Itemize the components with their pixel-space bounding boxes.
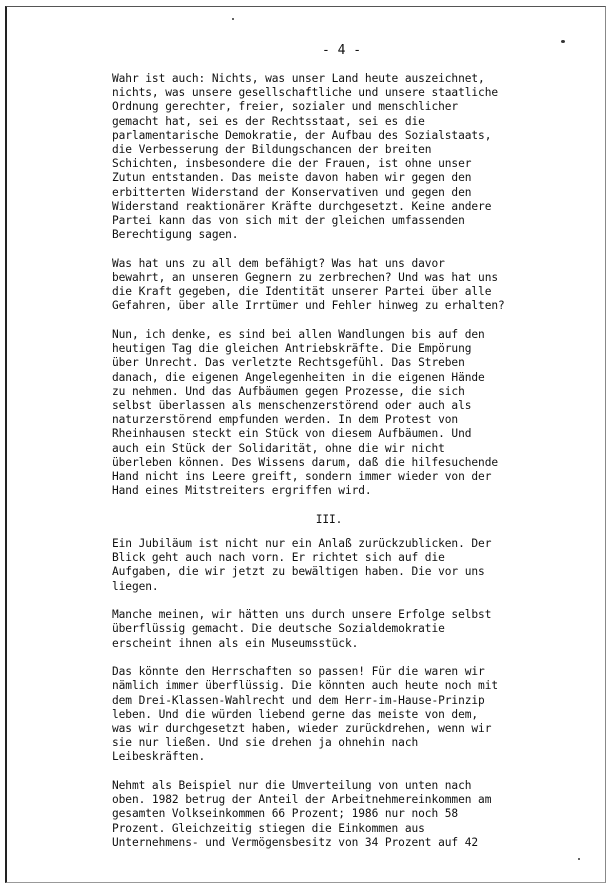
paragraphs-after-section bbox=[112, 537, 532, 850]
text-line: liegen. bbox=[112, 579, 159, 593]
text-line: Ein Jubiläum ist nicht nur ein Anlaß zurückzublicken. Der bbox=[112, 537, 492, 551]
text-line: die Kraft gegeben, die Identität unserer Partei über alle bbox=[112, 285, 492, 299]
text-line: nichts, was unsere gesellschaftliche und unsere staatliche bbox=[112, 86, 499, 100]
text-line: erbitterten Widerstand der Konservativen und gegen den bbox=[112, 185, 472, 199]
paragraph bbox=[112, 779, 532, 850]
paragraph bbox=[112, 72, 532, 242]
text-line: Blick geht auch nach vorn. Er richtet sich auf die bbox=[112, 551, 445, 565]
document-body bbox=[112, 72, 532, 864]
paragraphs-before-section bbox=[112, 72, 532, 498]
page-number: - 4 - bbox=[322, 43, 362, 58]
paragraph bbox=[112, 537, 532, 594]
text-line: Berechtigung sagen. bbox=[112, 228, 239, 242]
text-line: Zutun entstanden. Das meiste davon haben wir gegen den bbox=[112, 171, 472, 185]
text-line: Wahr ist auch: Nichts, was unser Land heute auszeichnet, bbox=[112, 72, 485, 85]
text-line: Manche meinen, wir hätten uns durch unsere Erfolge selbst bbox=[112, 608, 492, 622]
paragraph bbox=[112, 257, 532, 314]
text-line: überleben können. Des Wissens darum, daß die hilfesuchende bbox=[112, 455, 499, 469]
paragraph bbox=[112, 608, 532, 651]
text-line: Rheinhausen steckt ein Stück von diesem Aufbäumen. Und bbox=[112, 427, 472, 441]
text-line: Prozent. Gleichzeitig stiegen die Einkommen aus bbox=[112, 821, 425, 835]
text-line: gemacht hat, sei es der Rechtsstaat, sei es die bbox=[112, 114, 425, 128]
paragraph bbox=[112, 328, 532, 498]
text-line: Gefahren, über alle Irrtümer und Fehler hinweg zu erhalten? bbox=[112, 299, 505, 313]
text-line: Das könnte den Herrschaften so passen! Für die waren wir bbox=[112, 665, 485, 679]
scan-speck bbox=[232, 18, 234, 20]
scan-speck bbox=[578, 858, 580, 860]
text-line: naturzerstörend empfunden werden. In dem Protest von bbox=[112, 413, 459, 427]
text-line: Unternehmens- und Vermögensbesitz von 34 Prozent auf 42 bbox=[112, 835, 479, 849]
text-line: oben. 1982 betrug der Anteil der Arbeitnehmereinkommen am bbox=[112, 793, 492, 807]
text-line: Partei kann das von sich mit der gleichen umfassenden bbox=[112, 214, 465, 228]
text-line: Hand eines Mitstreiters ergriffen wird. bbox=[112, 484, 372, 498]
text-line: Widerstand reaktionärer Kräfte durchgesetzt. Keine andere bbox=[112, 199, 492, 213]
text-line: Schichten, insbesondere die der Frauen, ist ohne unser bbox=[112, 157, 472, 171]
text-line: heutigen Tag die gleichen Antriebskräfte. Die Empörung bbox=[112, 342, 472, 356]
paragraph bbox=[112, 665, 532, 764]
text-line: nämlich immer überflüssig. Die könnten auch heute noch mit bbox=[112, 679, 499, 693]
text-line: bewahrt, an unseren Gegnern zu zerbrechen? Und was hat uns bbox=[112, 271, 499, 285]
text-line: parlamentarische Demokratie, der Aufbau des Sozialstaats, bbox=[112, 128, 492, 142]
text-line: sie nur ließen. Und sie drehen ja ohnehin nach bbox=[112, 736, 419, 750]
text-line: Hand nicht ins Leere greift, sondern immer wieder von der bbox=[112, 470, 492, 484]
text-line: leben. Und die würden liebend gerne das meiste von dem, bbox=[112, 707, 479, 721]
text-line: gesamten Volkseinkommen 66 Prozent; 1986 nur noch 58 bbox=[112, 807, 459, 821]
text-line: Nehmt als Beispiel nur die Umverteilung von unten nach bbox=[112, 779, 472, 793]
text-line: dem Drei-Klassen-Wahlrecht und dem Herr-im-Hause-Prinzip bbox=[112, 693, 485, 707]
text-line: die Verbesserung der Bildungschancen der breiten bbox=[112, 143, 432, 157]
text-line: auch ein Stück der Solidarität, ohne die wir nicht bbox=[112, 441, 445, 455]
text-line: selbst überlassen als menschenzerstörend oder auch als bbox=[112, 399, 472, 413]
text-line: über Unrecht. Das verletzte Rechtsgefühl. Das Streben bbox=[112, 356, 465, 370]
text-line: Aufgaben, die wir jetzt zu bewältigen haben. Die vor uns bbox=[112, 565, 485, 579]
section-heading: III. bbox=[315, 512, 343, 526]
text-line: danach, die eigenen Angelegenheiten in die eigenen Hände bbox=[112, 370, 485, 384]
text-line: Ordnung gerechter, freier, sozialer und menschlicher bbox=[112, 100, 459, 114]
text-line: Was hat uns zu all dem befähigt? Was hat uns davor bbox=[112, 256, 445, 270]
text-line: Leibeskräften. bbox=[112, 750, 206, 764]
text-line: zu nehmen. Und das Aufbäumen gegen Prozesse, die sich bbox=[112, 384, 465, 398]
text-line: überflüssig gemacht. Die deutsche Sozialdemokratie bbox=[112, 622, 445, 636]
text-line: was wir durchgesetzt haben, wieder zurückdrehen, wenn wir bbox=[112, 722, 492, 736]
text-line: erscheint ihnen als ein Museumsstück. bbox=[112, 636, 359, 650]
text-line: Nun, ich denke, es sind bei allen Wandlungen bis auf den bbox=[112, 328, 485, 342]
